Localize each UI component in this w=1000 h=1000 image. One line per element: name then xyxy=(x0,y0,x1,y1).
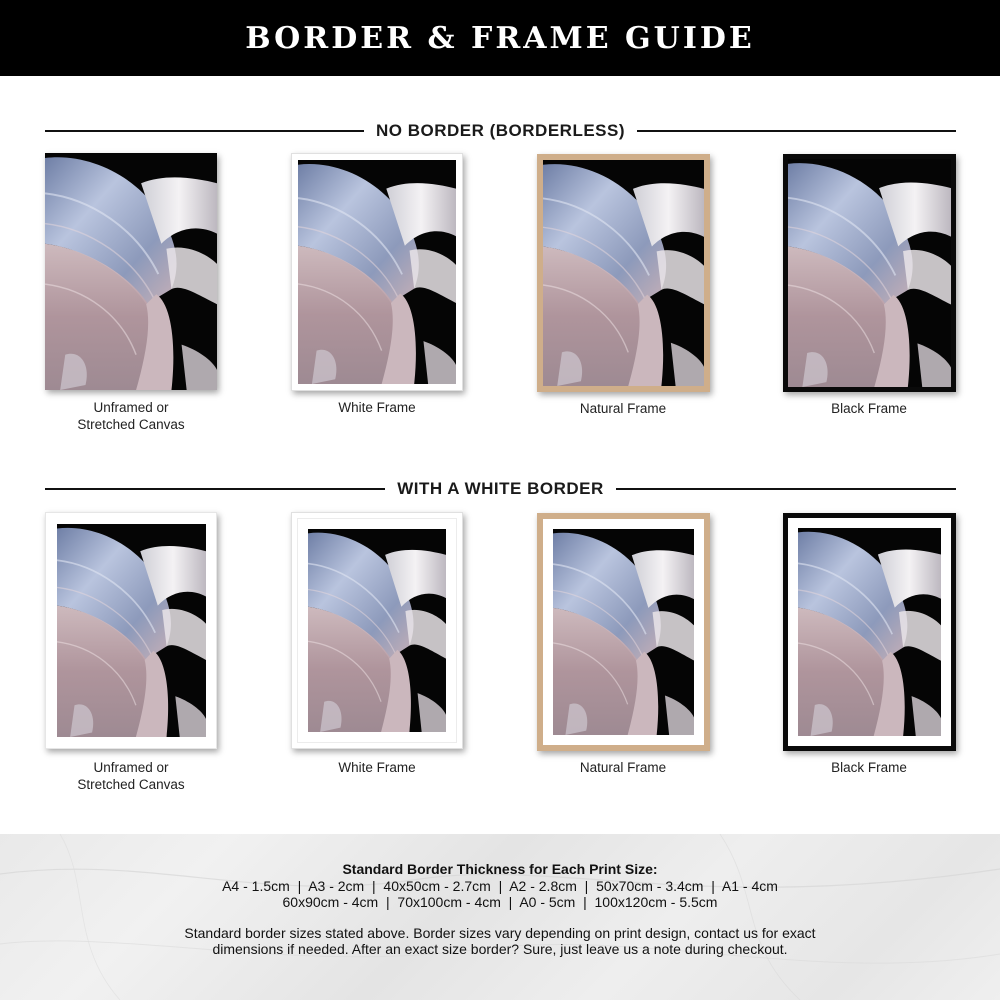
product-white-frame-white-border xyxy=(291,512,463,749)
caption-natural-frame xyxy=(537,759,709,776)
product-white-frame-borderless xyxy=(291,153,463,391)
product-natural-frame-white-border xyxy=(537,513,710,751)
sizes-line: A4 - 1.5cm | A3 - 2cm | 40x50cm - 2.7cm | A2 - 2.8cm | 50x70cm - 3.4cm | A1 - 4cm xyxy=(222,877,778,894)
caption-line: Natural Frame xyxy=(579,760,667,775)
section-heading-white-border xyxy=(45,477,956,501)
product-unframed-white-border xyxy=(45,512,217,749)
caption-line: Natural Frame xyxy=(579,401,667,416)
divider xyxy=(45,130,364,132)
betta-fish-fin-artwork-icon xyxy=(798,528,941,736)
caption-line: Unframed or xyxy=(93,400,169,415)
betta-fish-fin-artwork-icon xyxy=(45,153,217,390)
caption-line: Stretched Canvas xyxy=(77,417,185,432)
product-black-frame-borderless xyxy=(783,154,956,392)
product-unframed-borderless xyxy=(45,153,217,390)
caption-unframed xyxy=(45,759,217,793)
artwork-image xyxy=(308,529,446,732)
caption-line: Stretched Canvas xyxy=(77,777,185,792)
artwork-image xyxy=(553,529,694,735)
caption-black-frame xyxy=(783,400,955,417)
info-title: Standard Border Thickness for Each Print Size: xyxy=(342,861,658,877)
divider xyxy=(45,488,385,490)
caption-black-frame xyxy=(783,759,955,776)
artwork-image xyxy=(543,160,704,386)
divider xyxy=(616,488,956,490)
caption-line: White Frame xyxy=(338,400,416,415)
header-banner xyxy=(0,0,1000,76)
divider xyxy=(637,130,956,132)
section-title: NO BORDER (BORDERLESS) xyxy=(376,121,626,140)
artwork-image xyxy=(298,160,456,384)
info-note xyxy=(0,925,1000,958)
caption-line: Black Frame xyxy=(831,760,907,775)
sizes-line: 60x90cm - 4cm | 70x100cm - 4cm | A0 - 5cm | 100x120cm - 5.5cm xyxy=(282,894,718,910)
caption-unframed xyxy=(45,399,217,433)
note-line: dimensions if needed. After an exact size border? Sure, just leave us a note during checkout. xyxy=(212,941,788,957)
artwork-image xyxy=(57,524,206,737)
betta-fish-fin-artwork-icon xyxy=(57,524,206,737)
product-black-frame-white-border xyxy=(783,513,956,751)
caption-line: Unframed or xyxy=(93,760,169,775)
artwork-image xyxy=(798,528,941,736)
note-line: Standard border sizes stated above. Border sizes vary depending on print design, contact us for exact xyxy=(184,924,816,941)
betta-fish-fin-artwork-icon xyxy=(308,529,446,732)
caption-white-frame xyxy=(291,759,463,776)
page-title: BORDER & FRAME GUIDE xyxy=(245,20,755,56)
caption-line: White Frame xyxy=(338,760,416,775)
border-thickness-info xyxy=(0,861,1000,958)
betta-fish-fin-artwork-icon xyxy=(788,159,951,387)
betta-fish-fin-artwork-icon xyxy=(298,160,456,384)
artwork-image xyxy=(45,153,217,390)
betta-fish-fin-artwork-icon xyxy=(553,529,694,735)
section-title: WITH A WHITE BORDER xyxy=(397,479,604,498)
caption-natural-frame xyxy=(537,400,709,417)
product-natural-frame-borderless xyxy=(537,154,710,392)
section-heading-borderless xyxy=(45,119,956,143)
betta-fish-fin-artwork-icon xyxy=(543,160,704,386)
caption-white-frame xyxy=(291,399,463,416)
artwork-image xyxy=(788,159,951,387)
caption-line: Black Frame xyxy=(831,401,907,416)
